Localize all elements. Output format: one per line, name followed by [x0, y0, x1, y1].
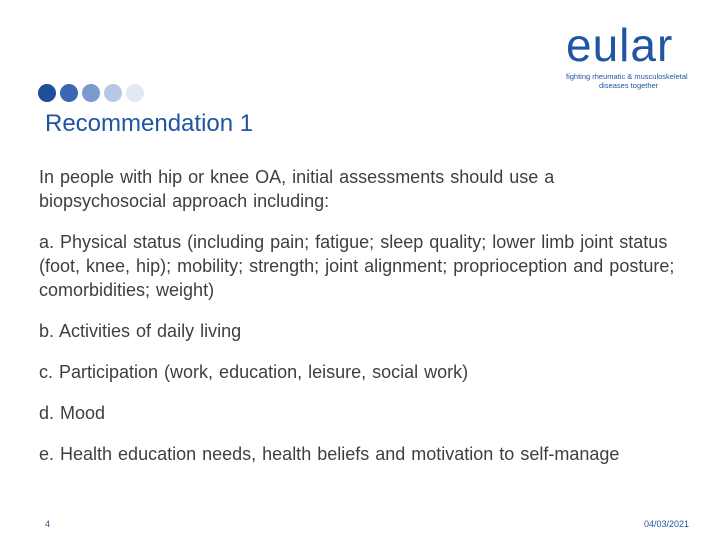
item-c: c. Participation (work, education, leisure, social work)	[39, 362, 469, 382]
item-b: b. Activities of daily living	[39, 321, 242, 341]
slide-number: 4	[45, 519, 51, 529]
eular-logo	[566, 20, 696, 90]
item-d: d. Mood	[39, 403, 106, 423]
item-a: a. Physical status (including pain; fatigue; sleep quality; lower limb joint status (foot, knee, hip); mobility; strength; joint alignment; proprioception and posture; comorbidities; weight)	[39, 232, 675, 300]
dot-3	[82, 84, 100, 102]
logo-tagline-line1: fighting rheumatic & musculoskeletal	[566, 72, 688, 81]
dot-1	[38, 84, 56, 102]
dot-5	[126, 84, 144, 102]
logo-word: eular	[566, 19, 674, 71]
dot-2	[60, 84, 78, 102]
slide-body	[39, 165, 679, 483]
logo-tagline-line2: diseases together	[599, 81, 659, 90]
decorative-dots	[38, 84, 144, 102]
slide-title: Recommendation 1	[45, 110, 254, 137]
item-e: e. Health education needs, health beliefs and motivation to self-manage	[39, 444, 620, 464]
intro-paragraph: In people with hip or knee OA, initial assessments should use a biopsychosocial approach including:	[39, 167, 555, 211]
dot-4	[104, 84, 122, 102]
slide-date: 04/03/2021	[643, 519, 689, 529]
